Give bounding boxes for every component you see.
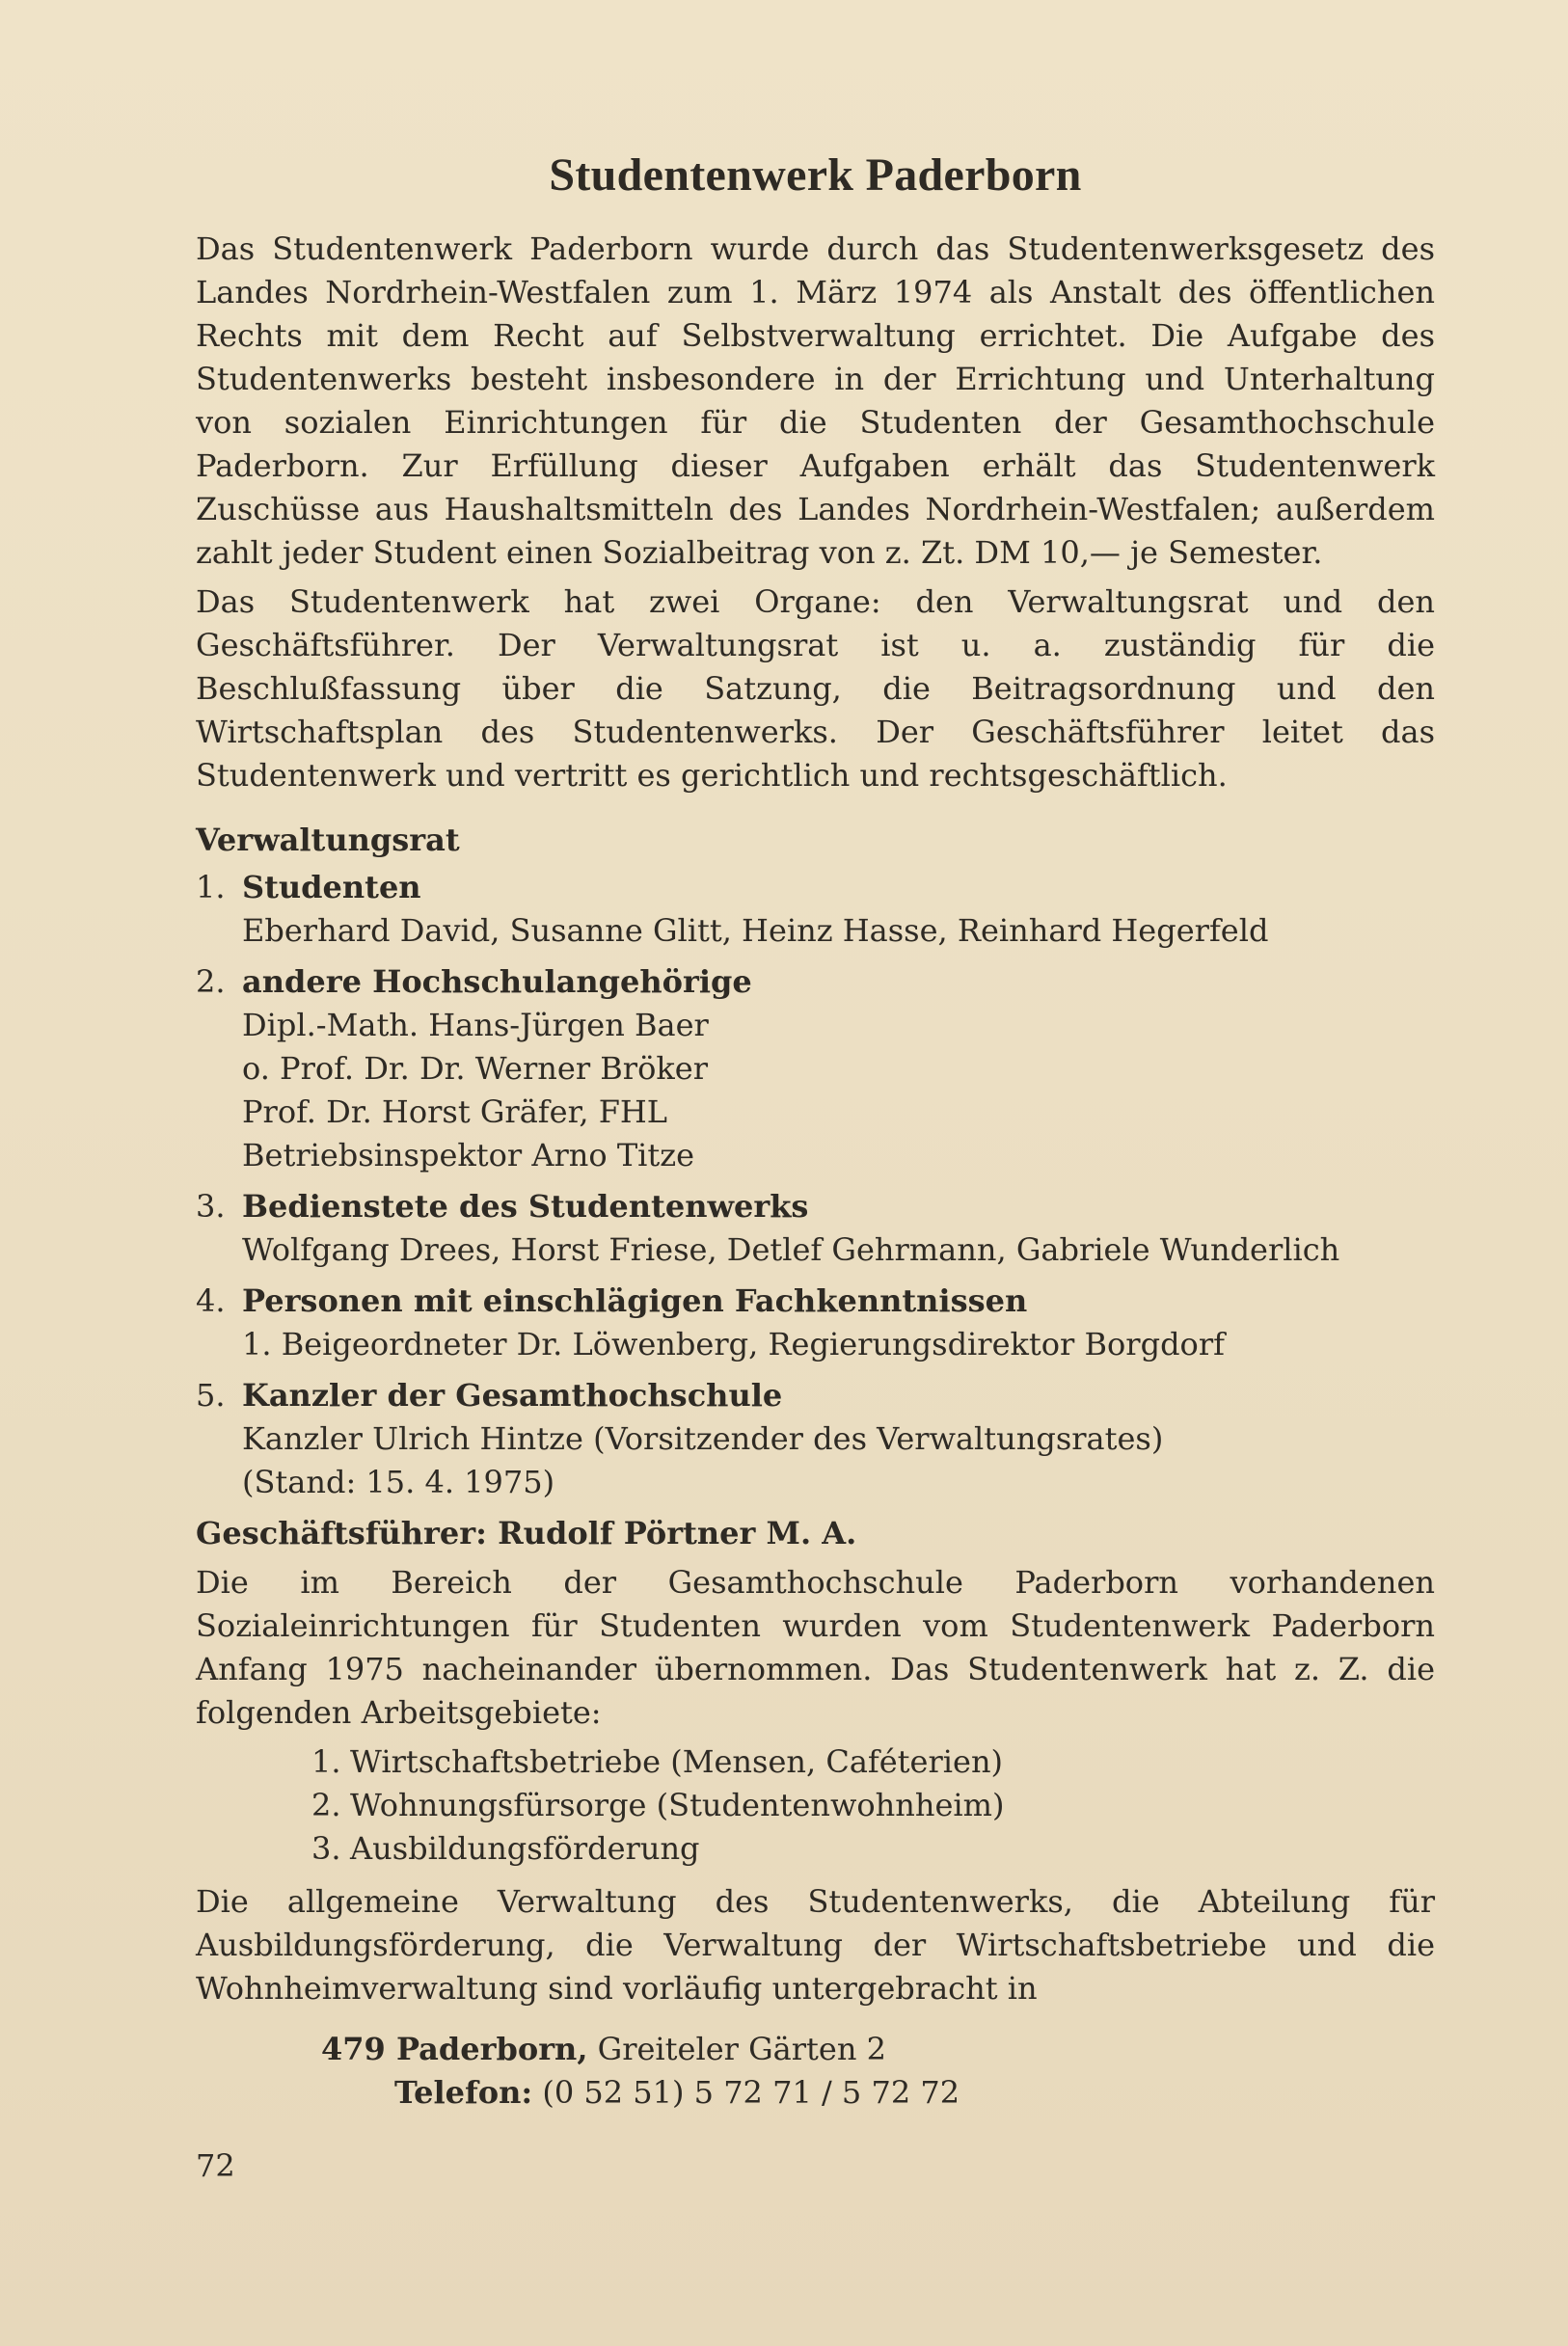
address-block: [196, 2028, 1435, 2115]
group-number: 2.: [196, 963, 226, 1000]
verwaltungsrat-group-2: [196, 960, 1435, 1177]
page-title: Studentenwerk Paderborn: [549, 149, 1082, 201]
verwaltungsrat-group-4: [196, 1280, 1435, 1366]
group-title: andere Hochschulangehörige: [242, 963, 752, 1000]
work-area-number: 3.: [311, 1830, 341, 1867]
group-title: Personen mit einschlägigen Fachkenntnissen: [242, 1282, 1028, 1319]
group-member-line: o. Prof. Dr. Dr. Werner Bröker: [242, 1050, 708, 1087]
group-title: Studenten: [242, 869, 421, 905]
phone-label: Telefon:: [394, 2074, 533, 2111]
work-area-label: Wirtschaftsbetriebe (Mensen, Caféterien): [350, 1743, 1004, 1780]
verwaltungsrat-heading: Verwaltungsrat: [196, 822, 460, 858]
group-member-line: Wolfgang Drees, Horst Friese, Detlef Gehrmann, Gabriele Wunderlich: [242, 1231, 1340, 1268]
areas-intro-paragraph: Die im Bereich der Gesamthochschule Paderborn vorhandenen Sozialeinrichtungen für Studenten wurden vom Studentenwerk Paderborn Anfang 1975 nacheinander übernommen. Das Studentenwerk hat z. Z. die folgenden Arbeitsgebiete:: [196, 1564, 1435, 1731]
verwaltungsrat-group-3: [196, 1185, 1435, 1272]
group-number: 3.: [196, 1188, 226, 1225]
work-area-label: Wohnungsfürsorge (Studentenwohnheim): [350, 1787, 1005, 1823]
verwaltungsrat-group-1: [196, 866, 1435, 953]
page-number: 72: [196, 2147, 235, 2184]
intro-paragraph-1: Das Studentenwerk Paderborn wurde durch das Studentenwerksgesetz des Landes Nordrhein-Westfalen zum 1. März 1974 als Anstalt des öffentlichen Rechts mit dem Recht auf Selbstverwaltung errichtet. Die Aufgabe des Studentenwerks besteht insbesondere in der Errichtung und Unterhaltung von sozialen Einrichtungen für die Studenten der Gesamthochschule Paderborn. Zur Erfüllung dieser Aufgaben erhält das Studentenwerk Zuschüsse aus Haushaltsmitteln des Landes Nordrhein-Westfalen; außerdem zahlt jeder Student einen Sozialbeitrag von z. Zt. DM 10,— je Semester.: [196, 230, 1435, 571]
group-member-line: Kanzler Ulrich Hintze (Vorsitzender des Verwaltungsrates): [242, 1420, 1164, 1457]
phone-number: (0 52 51) 5 72 71 / 5 72 72: [542, 2074, 960, 2111]
group-number: 1.: [196, 869, 226, 905]
group-member-line: 1. Beigeordneter Dr. Löwenberg, Regierungsdirektor Borgdorf: [242, 1326, 1225, 1362]
group-member-line: Prof. Dr. Horst Gräfer, FHL: [242, 1093, 668, 1130]
group-title: Bedienstete des Studentenwerks: [242, 1188, 809, 1225]
group-number: 5.: [196, 1377, 226, 1414]
work-area-number: 1.: [311, 1743, 341, 1780]
work-areas-list: [196, 1740, 1435, 1871]
page-content: [196, 145, 1435, 2115]
group-member-line: Betriebsinspektor Arno Titze: [242, 1137, 695, 1173]
group-member-line: Eberhard David, Susanne Glitt, Heinz Hasse, Reinhard Hegerfeld: [242, 912, 1269, 949]
closing-paragraph: Die allgemeine Verwaltung des Studentenwerks, die Abteilung für Ausbildungsförderung, die Verwaltung der Wirtschaftsbetriebe und die Wohnheimverwaltung sind vorläufig untergebracht in: [196, 1883, 1435, 2007]
group-number: 4.: [196, 1282, 226, 1319]
work-area-item: [311, 1784, 1435, 1827]
stand-date: (Stand: 15. 4. 1975): [242, 1464, 555, 1500]
intro-paragraph-2: Das Studentenwerk hat zwei Organe: den Verwaltungsrat und den Geschäftsführer. Der Verwaltungsrat ist u. a. zuständig für die Beschlußfassung über die Satzung, die Beitragsordnung und den Wirtschaftsplan des Studentenwerks. Der Geschäftsführer leitet das Studentenwerk und vertritt es gerichtlich und rechtsgeschäftlich.: [196, 583, 1435, 794]
phone-line: [321, 2071, 1435, 2115]
work-area-number: 2.: [311, 1787, 341, 1823]
address-line: [321, 2028, 1435, 2071]
group-member-line: Dipl.-Math. Hans-Jürgen Baer: [242, 1007, 709, 1043]
address-city: 479 Paderborn,: [321, 2031, 588, 2067]
work-area-label: Ausbildungsförderung: [350, 1830, 700, 1867]
work-area-item: [311, 1827, 1435, 1871]
group-title: Kanzler der Gesamthochschule: [242, 1377, 783, 1414]
verwaltungsrat-group-5: [196, 1374, 1435, 1504]
geschaeftsfuehrer-line: Geschäftsführer: Rudolf Pörtner M. A.: [196, 1515, 857, 1551]
work-area-item: [311, 1740, 1435, 1784]
address-street: Greiteler Gärten 2: [597, 2031, 886, 2067]
